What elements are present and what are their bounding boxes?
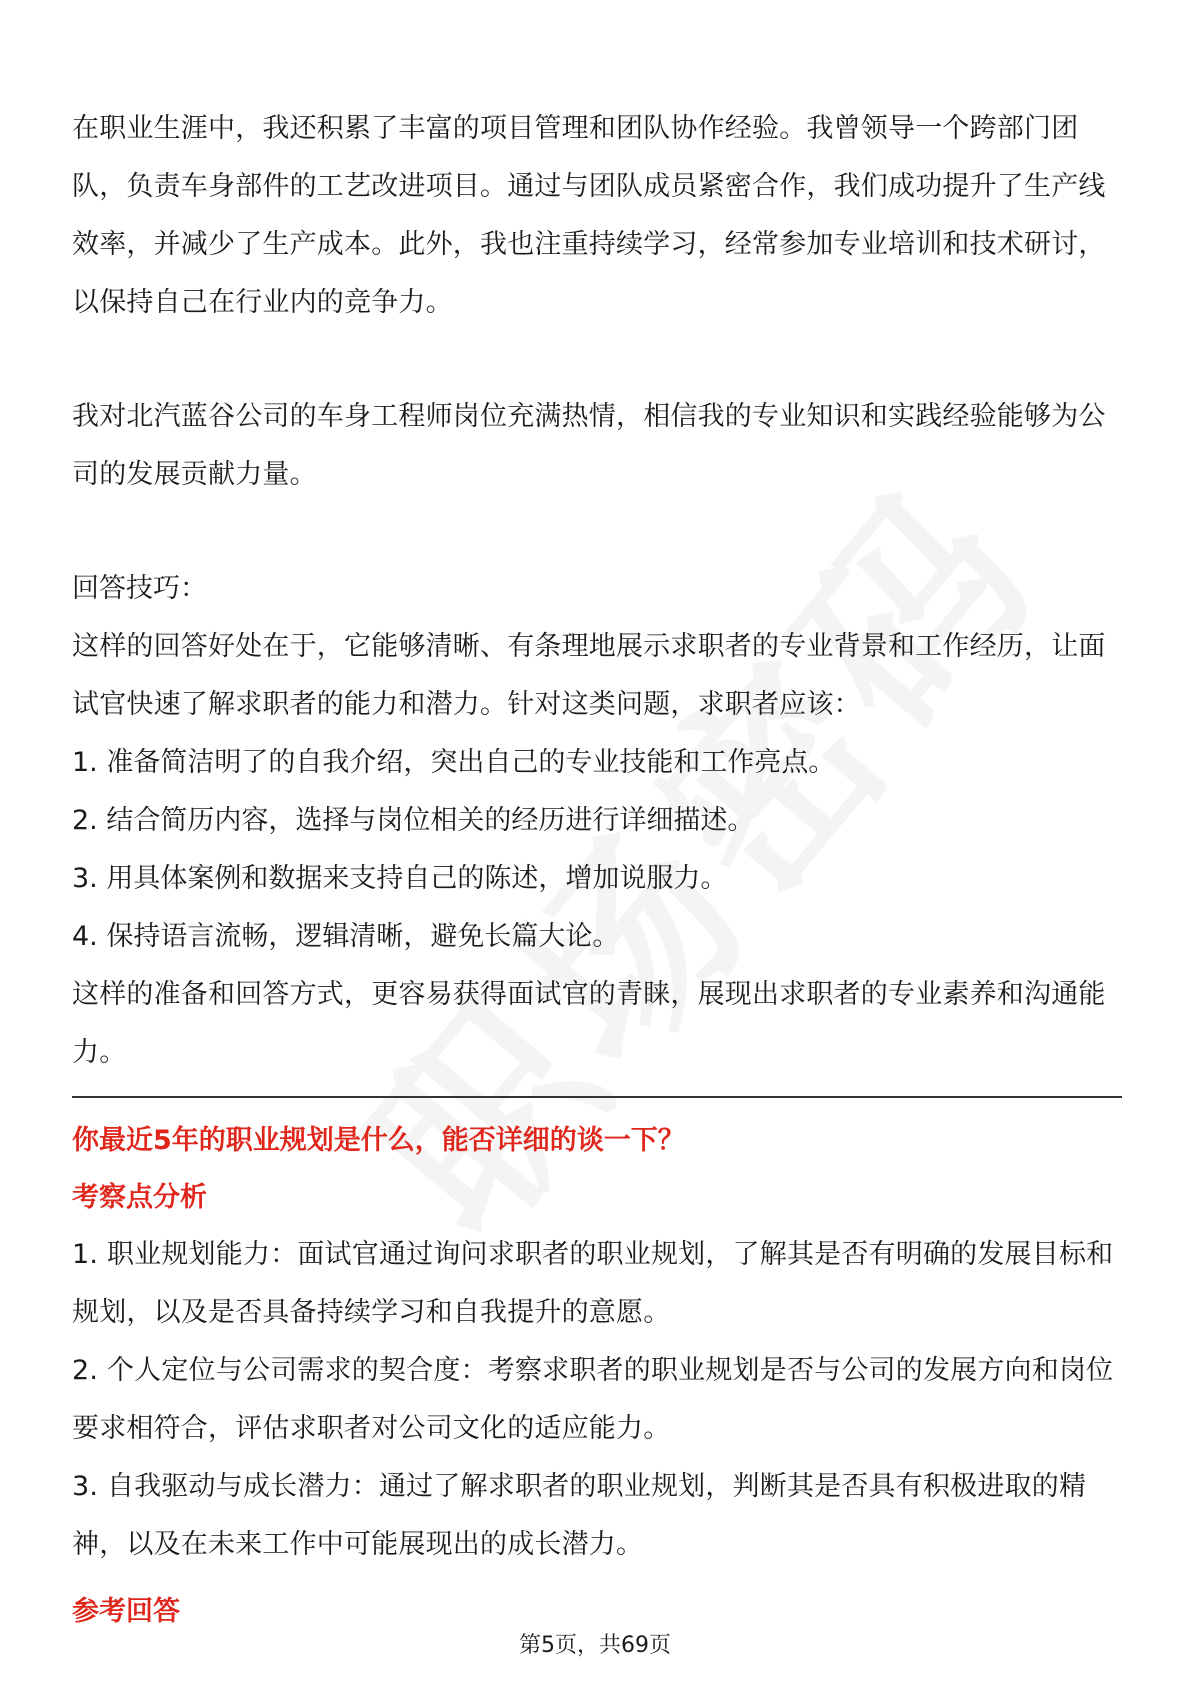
tips-intro: 这样的回答好处在于，它能够清晰、有条理地展示求职者的专业背景和工作经历，让面试官快速了解求职者的能力和潜力。针对这类问题，求职者应该：: [72, 631, 1106, 720]
analysis-item: 1. 职业规划能力：面试官通过询问求职者的职业规划，了解其是否有明确的发展目标和规划，以及是否具备持续学习和自我提升的意愿。: [72, 1239, 1114, 1328]
tips-closing: 这样的准备和回答方式，更容易获得面试官的青睐，展现出求职者的专业素养和沟通能力。: [72, 979, 1106, 1068]
analysis-heading: 考察点分析: [72, 1182, 207, 1213]
tips-item: 1. 准备简洁明了的自我介绍，突出自己的专业技能和工作亮点。: [72, 747, 836, 778]
page-number: 第5页，共69页: [519, 1633, 671, 1658]
tips-heading: 回答技巧：: [72, 573, 207, 604]
page-content: [72, 100, 1122, 1640]
analysis-item: 2. 个人定位与公司需求的契合度：考察求职者的职业规划是否与公司的发展方向和岗位要求相符合，评估求职者对公司文化的适应能力。: [72, 1355, 1114, 1444]
tips-item: 3. 用具体案例和数据来支持自己的陈述，增加说服力。: [72, 863, 728, 894]
tips-item: 4. 保持语言流畅，逻辑清晰，避免长篇大论。: [72, 921, 620, 952]
paragraph-experience: 在职业生涯中，我还积累了丰富的项目管理和团队协作经验。我曾领导一个跨部门团队，负责车身部件的工艺改进项目。通过与团队成员紧密合作，我们成功提升了生产线效率，并减少了生产成本。此外，我也注重持续学习，经常参加专业培训和技术研讨，以保持自己在行业内的竞争力。: [72, 113, 1106, 318]
question-title: 你最近5年的职业规划是什么，能否详细的谈一下？: [72, 1125, 685, 1156]
section-divider: [72, 1096, 1122, 1098]
tips-item: 2. 结合简历内容，选择与岗位相关的经历进行详细描述。: [72, 805, 755, 836]
paragraph-motivation: 我对北汽蓝谷公司的车身工程师岗位充满热情，相信我的专业知识和实践经验能够为公司的发展贡献力量。: [72, 401, 1106, 490]
reference-heading: 参考回答: [72, 1596, 180, 1627]
analysis-item: 3. 自我驱动与成长潜力：通过了解求职者的职业规划，判断其是否具有积极进取的精神，以及在未来工作中可能展现出的成长潜力。: [72, 1471, 1087, 1560]
